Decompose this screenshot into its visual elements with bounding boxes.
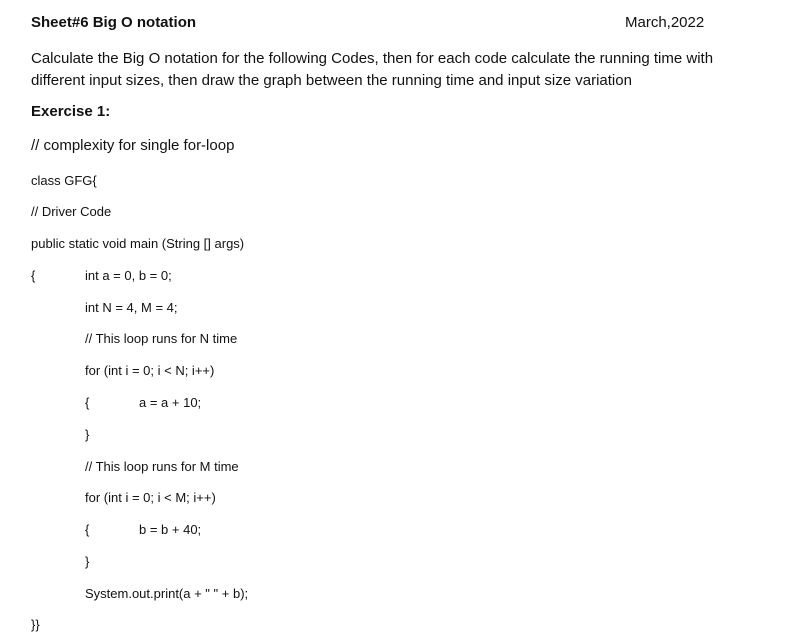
code-driver-comment: // Driver Code [31,204,112,219]
sheet-title: Sheet#6 Big O notation [31,14,197,31]
code-brace-n-open: { [85,395,90,410]
code-body-m: b = b + 40; [139,522,202,537]
code-line-nm: int N = 4, M = 4; [85,300,178,315]
code-line-ab: int a = 0, b = 0; [85,268,172,283]
code-for-n: for (int i = 0; i < N; i++) [85,363,215,378]
code-print-line: System.out.print(a + " " + b); [85,586,249,601]
code-main-signature: public static void main (String [] args) [31,236,245,251]
exercise-title: Exercise 1: [31,103,111,120]
sheet-date: March,2022 [625,14,705,31]
code-comment-m: // This loop runs for M time [85,459,239,474]
code-body-n: a = a + 10; [139,395,202,410]
code-brace-m-open: { [85,522,90,537]
code-brace-open: { [31,268,36,283]
code-brace-n-close: } [85,427,90,442]
code-class-line: class GFG{ [31,173,97,188]
exercise-comment: // complexity for single for-loop [31,137,235,154]
instructions-paragraph: Calculate the Big O notation for the following Codes, then for each code calculate the running time with different input sizes, then draw the graph between the running time and input size variation [31,50,714,89]
code-brace-m-close: } [85,554,90,569]
code-comment-n: // This loop runs for N time [85,331,238,346]
code-brace-close: }} [31,617,40,632]
code-for-m: for (int i = 0; i < M; i++) [85,490,216,505]
